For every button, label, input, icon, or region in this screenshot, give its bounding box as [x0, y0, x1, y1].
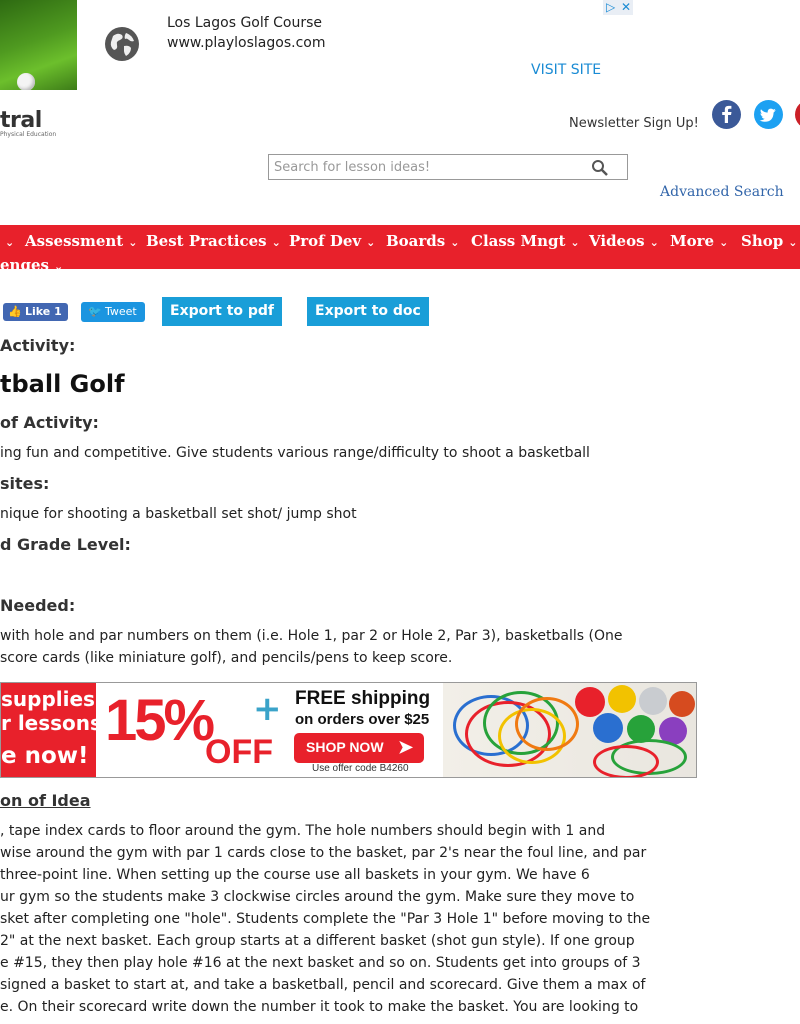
chevron-down-icon: ⌄ [719, 236, 729, 249]
chevron-down-icon: ⌄ [53, 260, 64, 273]
nav-item-label: Boards [386, 232, 446, 250]
twitter-bird-icon: 🐦 [88, 305, 102, 318]
ad-choices[interactable] [603, 0, 633, 15]
nav-item-best-practices[interactable] [146, 232, 281, 250]
close-icon[interactable]: ✕ [621, 0, 632, 14]
logo-subtitle: Physical Education [0, 131, 57, 138]
description-line: three-point line. When setting up the course use all baskets in your gym. We have 6 [0, 867, 590, 883]
chevron-down-icon: ⌄ [450, 236, 460, 249]
ad-url[interactable]: www.playloslagos.com [167, 35, 326, 51]
facebook-icon[interactable] [712, 100, 741, 129]
chevron-down-icon: ⌄ [788, 236, 798, 249]
chevron-down-icon: ⌄ [649, 236, 659, 249]
twitter-icon[interactable] [754, 100, 783, 129]
banner-plus: + [253, 689, 282, 729]
materials-line: with hole and par numbers on them (i.e. Hole 1, par 2 or Hole 2, Par 3), basketballs (One [0, 628, 623, 644]
nav-item-label: enges [0, 256, 49, 274]
ad-choices-icon[interactable]: ▷ [606, 0, 616, 14]
materials-heading: Needed: [0, 596, 76, 615]
nav-item-label: Prof Dev [289, 232, 362, 250]
globe-icon [104, 26, 140, 62]
like-label: Like 1 [25, 305, 62, 318]
nav-item-shop[interactable] [741, 232, 797, 250]
site-logo[interactable]: tral [0, 108, 42, 133]
nav-item-videos[interactable] [589, 232, 659, 250]
chevron-down-icon: ⌄ [5, 236, 15, 249]
export-pdf-button[interactable] [162, 297, 282, 326]
nav-item-label: Assessment [25, 232, 124, 250]
tweet-label: Tweet [105, 305, 137, 318]
thumbs-up-icon: 👍 [8, 305, 22, 318]
main-nav [0, 225, 800, 274]
shop-banner-ad[interactable] [0, 682, 697, 778]
nav-item-partial[interactable] [0, 232, 14, 250]
purpose-heading: of Activity: [0, 413, 99, 432]
description-line: ur gym so the students make 3 clockwise circles around the gym. Make sure they move to [0, 889, 635, 905]
nav-item-label: Videos [589, 232, 645, 250]
chevron-down-icon: ⌄ [570, 236, 580, 249]
grade-level-heading: d Grade Level: [0, 535, 131, 554]
description-line: signed a basket to start at, and take a basketball, pencil and scorecard. Give them a max of [0, 977, 646, 993]
banner-off: OFF [205, 733, 273, 771]
nav-item-more[interactable] [670, 232, 728, 250]
chevron-down-icon: ⌄ [128, 236, 138, 249]
description-line: wise around the gym with par 1 cards close to the basket, par 2's near the foul line, and par [0, 845, 647, 861]
advanced-search-link[interactable]: Advanced Search [660, 184, 784, 200]
chevron-down-icon: ⌄ [271, 236, 281, 249]
banner-free-shipping: FREE shipping [295, 688, 431, 709]
nav-item-class-mngt[interactable] [471, 232, 580, 250]
shop-now-button[interactable] [294, 733, 424, 763]
banner-orders: on orders over $25 [295, 711, 430, 728]
pinterest-icon[interactable] [795, 100, 800, 129]
search-input[interactable] [274, 158, 574, 176]
description-heading: on of Idea [0, 791, 91, 810]
purpose-text: ing fun and competitive. Give students various range/difficulty to shoot a basketball [0, 445, 590, 461]
equipment-photo [443, 683, 697, 777]
facebook-like-button[interactable] [3, 303, 68, 321]
banner-left-line: r lessons? [1, 711, 114, 735]
activity-title: tball Golf [0, 370, 125, 398]
search-icon[interactable] [591, 159, 609, 177]
description-line: 2" at the next basket. Each group starts at a different basket (shot gun style). If one group [0, 933, 635, 949]
export-doc-label: Export to doc [315, 303, 421, 319]
activity-name-heading: Activity: [0, 336, 76, 355]
prerequisites-text: nique for shooting a basketball set shot/ jump shot [0, 506, 357, 522]
description-line: sket after completing one "hole". Students complete the "Par 3 Hole 1" before moving to the [0, 911, 651, 927]
visit-site-link[interactable]: VISIT SITE [531, 62, 602, 78]
chevron-down-icon: ⌄ [366, 236, 376, 249]
banner-left-line: e now! [1, 743, 89, 769]
search-box[interactable] [268, 154, 628, 180]
description-line: e #15, they then play hole #16 at the next basket and so on. Students get into groups of 3 [0, 955, 641, 971]
export-doc-button[interactable] [307, 297, 429, 326]
tweet-button[interactable] [81, 302, 145, 322]
description-line: , tape index cards to floor around the gym. The hole numbers should begin with 1 and [0, 823, 606, 839]
ad-image[interactable] [0, 0, 77, 90]
prerequisites-heading: sites: [0, 474, 50, 493]
shop-now-label: SHOP NOW [306, 739, 384, 755]
nav-item-label: Best Practices [146, 232, 267, 250]
banner-offer-code: Use offer code B4260 [312, 763, 409, 774]
nav-item-boards[interactable] [386, 232, 459, 250]
nav-item-label: More [670, 232, 715, 250]
materials-line: score cards (like miniature golf), and pencils/pens to keep score. [0, 650, 453, 666]
newsletter-link[interactable]: Newsletter Sign Up! [569, 116, 699, 131]
export-pdf-label: Export to pdf [170, 303, 275, 319]
description-line: e. On their scorecard write down the number it took to make the basket. You are looking to [0, 999, 639, 1015]
nav-item-label: Shop [741, 232, 784, 250]
banner-left-line: supplies [1, 687, 95, 711]
nav-item-challenges[interactable] [0, 256, 63, 274]
nav-item-assessment[interactable] [25, 232, 137, 250]
golf-ball [17, 73, 35, 90]
ad-title[interactable]: Los Lagos Golf Course [167, 15, 322, 31]
nav-item-label: Class Mngt [471, 232, 566, 250]
banner-percent: 15% [105, 688, 213, 753]
banner-red-panel [1, 683, 114, 777]
nav-item-prof-dev[interactable] [289, 232, 375, 250]
arrow-right-icon: ➤ [398, 737, 414, 757]
